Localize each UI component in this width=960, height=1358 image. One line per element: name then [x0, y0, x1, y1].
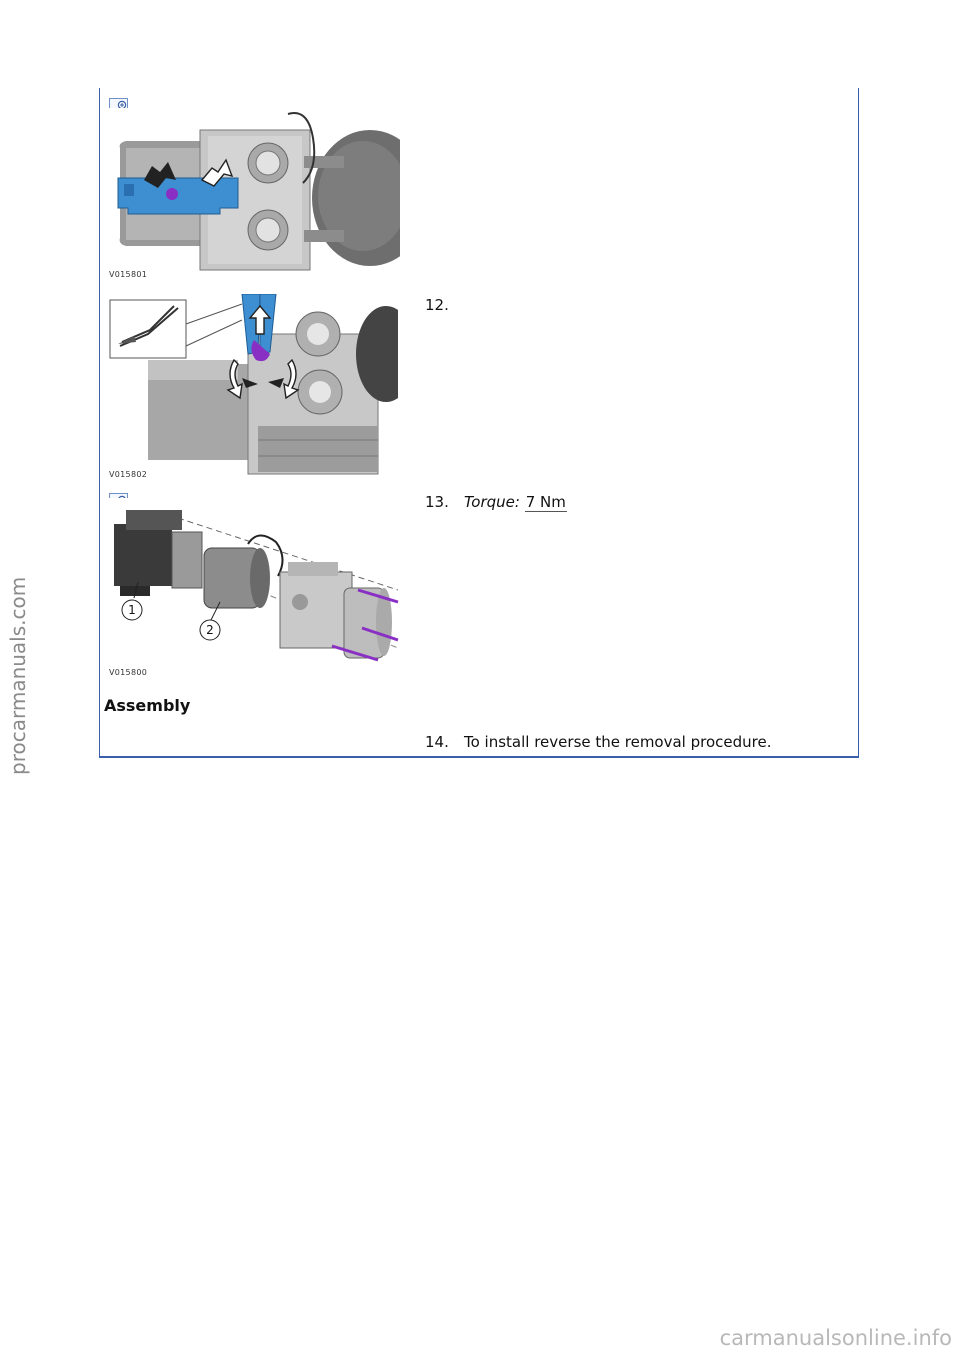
bottom-watermark: carmanualsonline.info [719, 1326, 952, 1350]
callout-1: 1 [128, 603, 136, 617]
figure-code: V015801 [109, 270, 148, 279]
figure-pump-exploded-view [108, 498, 400, 678]
step-text: To install reverse the removal procedure. [464, 733, 772, 751]
torque-label: Torque: [464, 493, 520, 511]
side-watermark-text: procarmanuals.com [6, 576, 30, 775]
step-number: 12. [425, 296, 449, 314]
step-13 [425, 493, 567, 511]
step-12 [425, 296, 464, 314]
step-number: 14. [425, 733, 449, 751]
section-heading-assembly: Assembly [104, 696, 191, 715]
step-number: 13. [425, 493, 449, 511]
figure-code: V015800 [109, 668, 148, 677]
figure-code: V015802 [109, 470, 148, 479]
figure-pump-clip-release [108, 108, 400, 286]
step-14 [425, 733, 772, 751]
callout-2: 2 [206, 623, 214, 637]
figure-pump-pliers-removal [108, 294, 398, 478]
torque-value[interactable]: 7 Nm [525, 493, 566, 511]
